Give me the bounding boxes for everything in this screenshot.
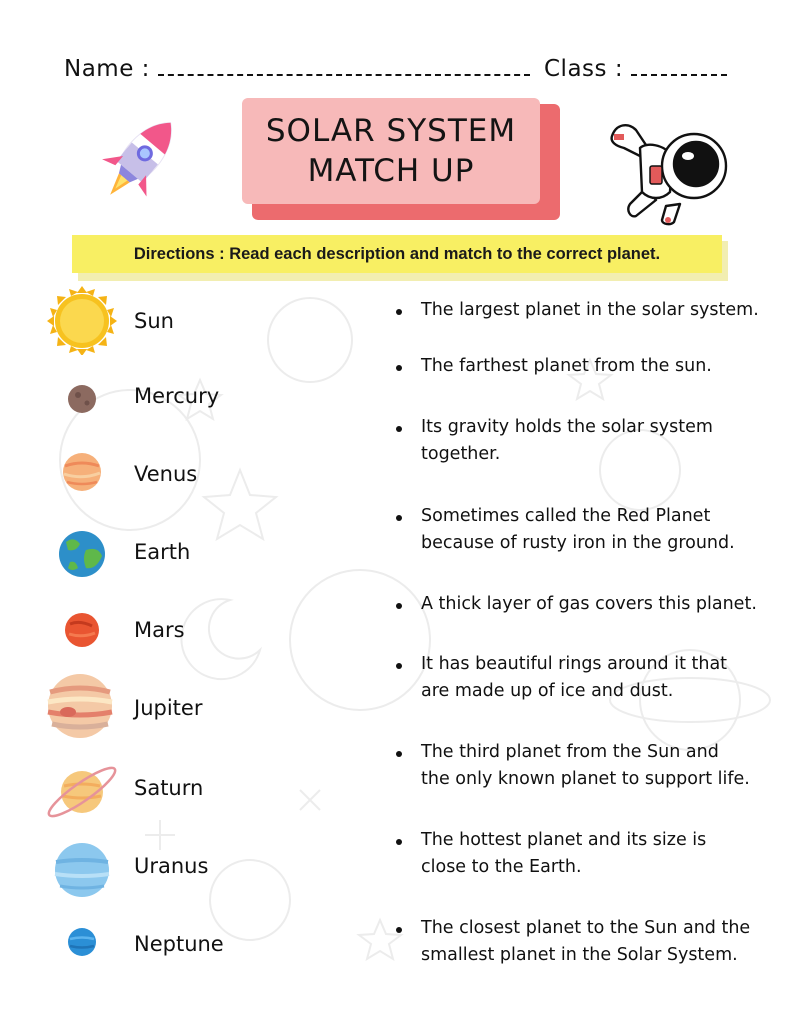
planet-item-saturn[interactable] (42, 756, 302, 826)
planet-item-jupiter[interactable] (42, 672, 302, 742)
bullet-icon (396, 365, 402, 371)
sun-icon (42, 285, 122, 355)
planet-label: Mars (134, 618, 185, 642)
description-text: The third planet from the Sun and the only known planet to support life. (421, 742, 750, 789)
directions-banner (72, 235, 722, 273)
description-text: The farthest planet from the sun. (421, 356, 712, 376)
mars-icon (42, 598, 122, 668)
description-text: Its gravity holds the solar system together. (421, 417, 713, 464)
title-line-2: MATCH UP (307, 153, 475, 189)
planet-label: Earth (134, 540, 191, 564)
description-text: It has beautiful rings around it that are made up of ice and dust. (421, 654, 728, 701)
astronaut-icon (606, 108, 730, 226)
saturn-icon (42, 756, 122, 826)
planet-item-neptune[interactable] (42, 912, 302, 982)
planet-label: Venus (134, 462, 198, 486)
planet-item-sun[interactable] (42, 285, 302, 355)
bullet-icon (396, 426, 402, 432)
planet-label: Neptune (134, 932, 224, 956)
planet-label: Jupiter (134, 696, 203, 720)
bullet-icon (396, 663, 402, 669)
mercury-icon (42, 364, 122, 434)
name-field[interactable] (64, 56, 530, 82)
planet-label: Uranus (134, 854, 209, 878)
planet-item-venus[interactable] (42, 442, 302, 512)
title-box (242, 98, 540, 204)
bullet-icon (396, 515, 402, 521)
bullet-icon (396, 603, 402, 609)
name-label: Name : (64, 56, 150, 82)
class-blank-line[interactable] (631, 56, 727, 76)
rocket-icon (86, 108, 196, 208)
venus-icon (42, 442, 122, 512)
description-text: The hottest planet and its size is close to the Earth. (421, 830, 707, 877)
planet-item-uranus[interactable] (42, 836, 302, 906)
title-line-1: SOLAR SYSTEM (265, 113, 517, 149)
neptune-icon (42, 912, 122, 982)
planet-label: Saturn (134, 776, 204, 800)
class-label: Class : (544, 56, 624, 82)
planet-item-mercury[interactable] (42, 364, 302, 434)
earth-icon (42, 520, 122, 590)
bullet-icon (396, 927, 402, 933)
jupiter-icon (42, 672, 122, 742)
description-text: The largest planet in the solar system. (421, 300, 759, 320)
bullet-icon (396, 839, 402, 845)
description-text: Sometimes called the Red Planet because of rusty iron in the ground. (421, 506, 735, 553)
bullet-icon (396, 751, 402, 757)
directions-text: Directions : Read each description and match to the correct planet. (133, 244, 661, 263)
planet-item-earth[interactable] (42, 520, 302, 590)
planet-item-mars[interactable] (42, 598, 302, 668)
planet-label: Mercury (134, 384, 220, 408)
description-text: The closest planet to the Sun and the smallest planet in the Solar System. (421, 918, 751, 965)
description-text: A thick layer of gas covers this planet. (421, 594, 757, 614)
class-field[interactable] (544, 56, 727, 82)
name-blank-line[interactable] (158, 56, 530, 76)
planet-label: Sun (134, 309, 174, 333)
bullet-icon (396, 309, 402, 315)
uranus-icon (42, 836, 122, 906)
